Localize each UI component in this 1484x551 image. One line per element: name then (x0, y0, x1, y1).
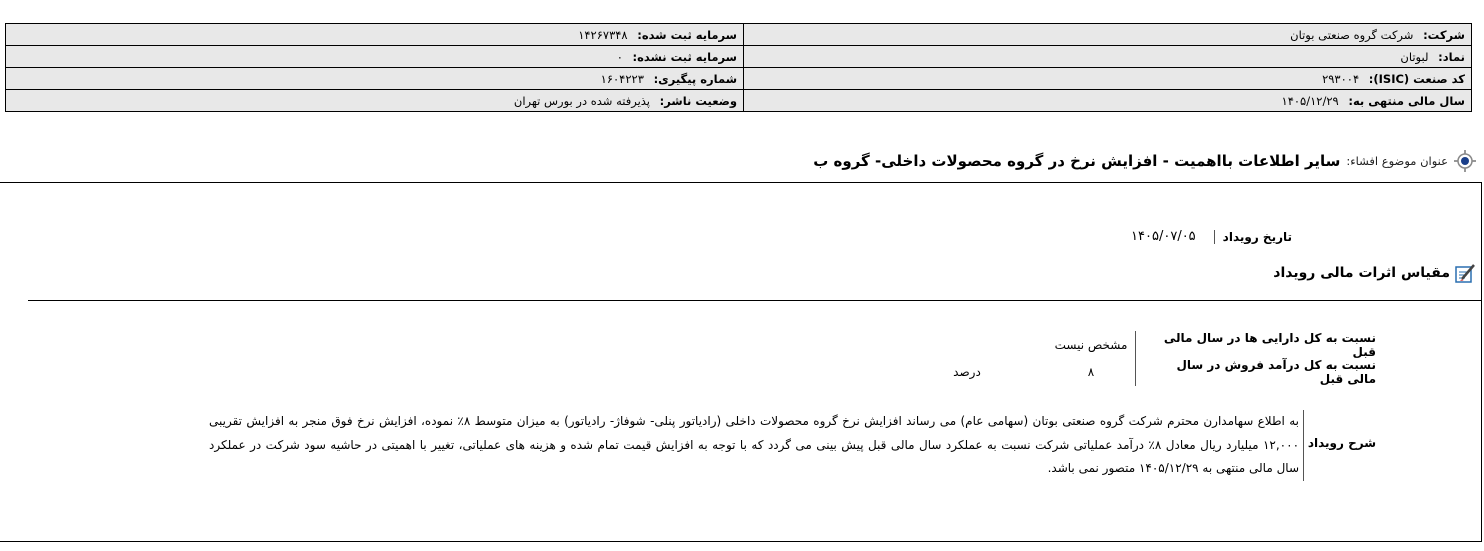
unregistered-capital-cell (6, 46, 744, 68)
company-info-table (5, 23, 1472, 112)
ratio-value: ۸ (1087, 365, 1095, 379)
subject-title: سایر اطلاعات بااهمیت - افزایش نرخ در گروه محصولات داخلی- گروه ب (813, 152, 1341, 170)
symbol-label: نماد: (1438, 49, 1465, 64)
symbol-cell (744, 46, 1472, 68)
isic-cell (744, 68, 1472, 90)
event-date (1131, 229, 1292, 244)
event-date-value: ۱۴۰۵/۰۷/۰۵ (1131, 229, 1196, 244)
section-heading (1273, 262, 1476, 284)
company-cell (744, 24, 1472, 46)
ratio-value: مشخص نیست (1054, 338, 1128, 352)
fiscal-year-label: سال مالی منتهی به: (1348, 93, 1465, 108)
tracking-number-value: ۱۶۰۴۲۲۳ (600, 71, 644, 86)
event-description (209, 410, 1376, 481)
description-text: به اطلاع سهامدارن محترم شرکت گروه صنعتی بوتان (سهامی عام) می رساند افزایش نرخ گروه محصولات داخلی (رادیاتور پنلی- شوفاژ- رادیاتور) به میزان متوسط ۸٪ نموده، افزایش نرخ فوق منجر به افزایش تقریبی ۱۲,۰۰۰ میلیارد ریال معادل ۸٪ درآمد عملیاتی شرکت نسبت به عملکرد سال مالی قبل پیش بینی می گردد که با توجه به افزایش قیمت تمام شده و هزینه های عملیاتی، تغییر با اهمیتی در حاشیه سود شرکت در عملکرد سال مالی منتهی به ۱۴۰۵/۱۲/۲۹ متصور نمی باشد. (209, 410, 1304, 481)
company-label: شرکت: (1423, 27, 1465, 42)
registered-capital-value: ۱۴۲۶۷۳۴۸ (578, 27, 628, 42)
target-icon (1454, 150, 1476, 172)
ratio-label: نسبت به کل دارایی ها در سال مالی قبل (1135, 331, 1376, 359)
ratio-unit: درصد (953, 365, 981, 379)
publisher-status-value: پذیرفته شده در بورس تهران (513, 93, 651, 108)
publisher-status-label: وضعیت ناشر: (659, 93, 737, 108)
unregistered-capital-label: سرمایه ثبت نشده: (632, 49, 737, 64)
info-row (6, 90, 1472, 112)
ratio-label: نسبت به کل درآمد فروش در سال مالی قبل (1135, 358, 1376, 386)
info-row (6, 46, 1472, 68)
info-row (6, 68, 1472, 90)
tracking-number-label: شماره پیگیری: (653, 71, 737, 86)
publisher-status-cell (6, 90, 744, 112)
event-date-label: تاریخ رویداد (1214, 230, 1292, 244)
registered-capital-label: سرمایه ثبت شده: (637, 27, 737, 42)
section-title: مقیاس اثرات مالی رویداد (1273, 265, 1450, 281)
description-label: شرح رویداد (1307, 436, 1376, 450)
ratio-row-revenue (887, 358, 1376, 386)
info-row (6, 24, 1472, 46)
ratio-row-assets (887, 331, 1376, 359)
tracking-number-cell (6, 68, 744, 90)
symbol-value: لبوتان (1400, 49, 1429, 64)
registered-capital-cell (6, 24, 744, 46)
disclosure-subject (813, 148, 1476, 174)
isic-label: کد صنعت (ISIC): (1368, 71, 1465, 86)
fiscal-year-value: ۱۴۰۵/۱۲/۲۹ (1281, 93, 1339, 108)
company-value: شرکت گروه صنعتی بوتان (1290, 27, 1414, 42)
isic-value: ۲۹۳۰۰۴ (1322, 71, 1360, 86)
subject-label: عنوان موضوع افشاء: (1346, 154, 1448, 168)
section-divider (28, 300, 1482, 301)
unregistered-capital-value: ۰ (616, 49, 623, 64)
fiscal-year-cell (744, 90, 1472, 112)
edit-note-icon (1454, 262, 1476, 284)
